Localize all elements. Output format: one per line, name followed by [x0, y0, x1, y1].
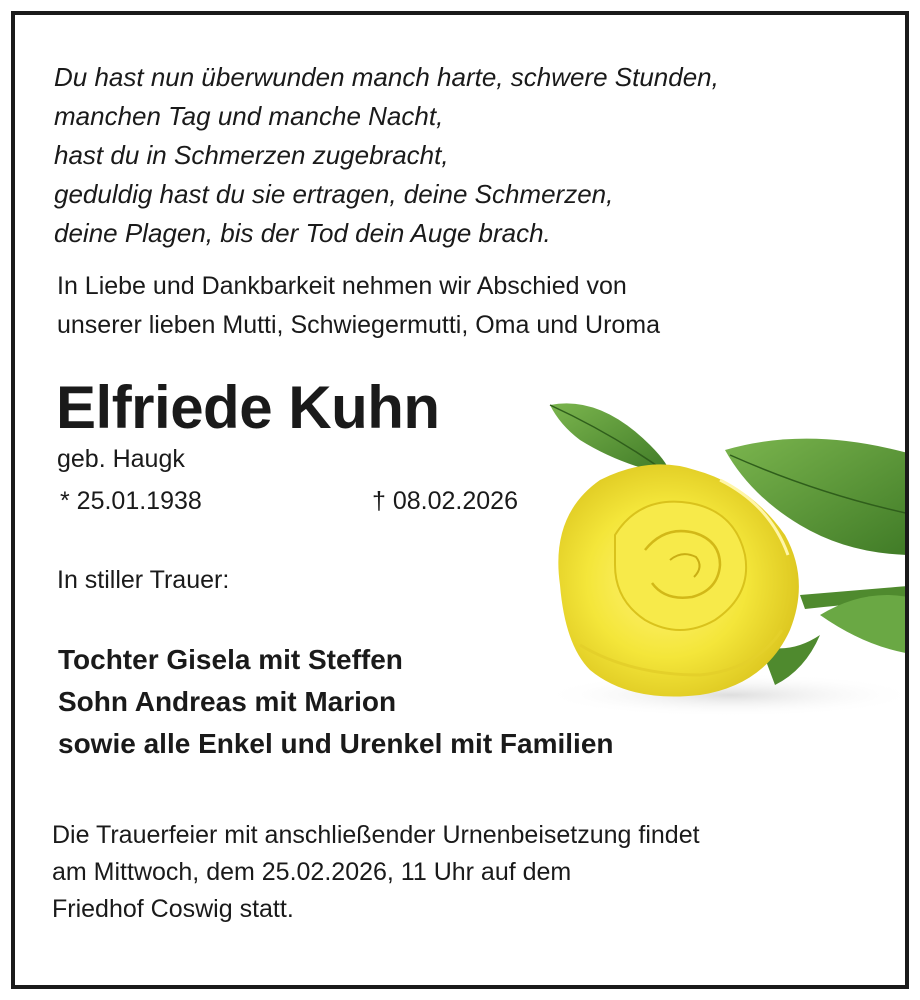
maiden-name: geb. Haugk — [57, 445, 185, 473]
deceased-name: Elfriede Kuhn — [56, 374, 440, 441]
mourners-list — [58, 639, 614, 765]
mourner-line: sowie alle Enkel und Urenkel mit Familien — [58, 728, 614, 759]
birth-date: * 25.01.1938 — [60, 487, 202, 515]
intro-line: unserer lieben Mutti, Schwiegermutti, Oma und Uroma — [57, 311, 661, 339]
poem-line: manchen Tag und manche Nacht, — [54, 101, 444, 131]
poem-verse — [54, 58, 719, 253]
poem-line: Du hast nun überwunden manch harte, schwere Stunden, — [54, 62, 719, 92]
service-line: Friedhof Coswig statt. — [52, 895, 294, 923]
death-date: † 08.02.2026 — [372, 487, 518, 515]
funeral-service-info — [52, 817, 700, 928]
mourner-line: Tochter Gisela mit Steffen — [58, 644, 403, 675]
farewell-intro — [57, 267, 660, 345]
poem-line: geduldig hast du sie ertragen, deine Schmerzen, — [54, 179, 614, 209]
service-line: am Mittwoch, dem 25.02.2026, 11 Uhr auf dem — [52, 858, 572, 886]
poem-line: deine Plagen, bis der Tod dein Auge brach. — [54, 218, 551, 248]
poem-line: hast du in Schmerzen zugebracht, — [54, 140, 449, 170]
mourner-line: Sohn Andreas mit Marion — [58, 686, 397, 717]
mourning-label: In stiller Trauer: — [57, 566, 230, 594]
intro-line: In Liebe und Dankbarkeit nehmen wir Abschied von — [57, 272, 627, 300]
service-line: Die Trauerfeier mit anschließender Urnenbeisetzung findet — [52, 821, 700, 849]
obituary-notice — [11, 11, 909, 989]
